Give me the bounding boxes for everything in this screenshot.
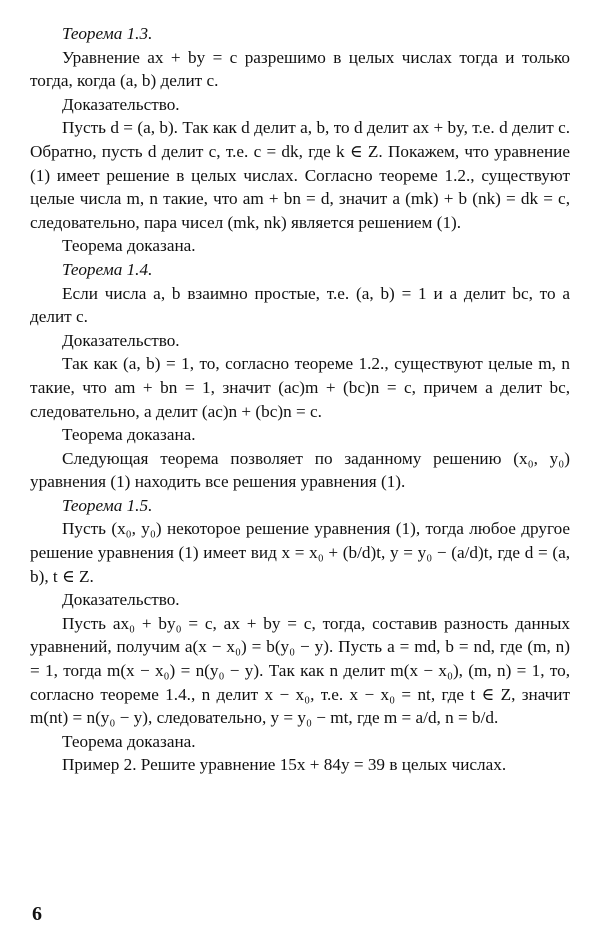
proof-heading-2: Доказательство. xyxy=(62,330,180,350)
theorem-proved-1: Теорема доказана. xyxy=(62,236,196,256)
proof-heading-3: Доказательство. xyxy=(62,590,180,610)
page-text xyxy=(30,22,570,777)
transition-paragraph: Следующая теорема позволяет по заданному решению (x₀, y₀) уравнения (1) находить все решения уравнения (1). xyxy=(30,448,570,492)
theorem-1-5-statement: Пусть (x₀, y₀) некоторое решение уравнения (1), тогда любое другое решение уравнения (1) имеет вид x = x₀ + (b/d)t, y = y₀ − (a/d)t, где d = (a, b), t ∈ Z. xyxy=(30,519,570,586)
proof-heading-1: Доказательство. xyxy=(62,94,180,114)
theorem-1-4-heading: Теорема 1.4. xyxy=(62,259,153,279)
theorem-proved-2: Теорема доказана. xyxy=(62,425,196,445)
page-number: 6 xyxy=(32,903,42,925)
example-2: Пример 2. Решите уравнение 15x + 84y = 39 в целых числах. xyxy=(62,755,507,775)
proof-1-5-body: Пусть ax₀ + by₀ = c, ax + by = c, тогда, составив разность данных уравнений, получим a(x − x₀) = b(y₀ − y). Пусть a = md, b = nd, где (m, n) = 1, тогда m(x − x₀) = n(y₀ − y). Так как n делит m(x − x₀), (m, n) = 1, то, согласно теореме 1.4., n делит x − x₀, т.е. x − x₀ = nt, где t ∈ Z, значит m(nt) = n(y₀ − y), следовательно, y = y₀ − mt, где m = a/d, n = b/d. xyxy=(30,613,570,728)
theorem-1-3-heading: Теорема 1.3. xyxy=(62,24,153,43)
theorem-1-5-heading: Теорема 1.5. xyxy=(62,495,153,515)
theorem-1-3-statement: Уравнение ax + by = c разрешимо в целых числах тогда и только тогда, когда (a, b) делит c. xyxy=(30,47,570,91)
proof-1-3-body: Пусть d = (a, b). Так как d делит a, b, то d делит ax + by, т.е. d делит c. Обратно, пусть d делит c, т.е. c = dk, где k ∈ Z. Покажем, что уравнение (1) имеет решение в целых числах. Согласно теореме 1.2., существуют целые числа m, n такие, что am + bn = d, значит a (mk) + b (nk) = dk = c, следовательно, пара чисел (mk, nk) является решением (1). xyxy=(30,118,570,232)
theorem-proved-3: Теорема доказана. xyxy=(62,731,196,751)
theorem-1-4-statement: Если числа a, b взаимно простые, т.е. (a, b) = 1 и a делит bc, то a делит c. xyxy=(30,283,570,327)
proof-1-4-body: Так как (a, b) = 1, то, согласно теореме 1.2., существуют целые m, n такие, что am + bn = 1, значит (ac)m + (bc)n = c, причем a делит bc, следовательно, a делит (ac)n + (bc)n = c. xyxy=(30,354,570,421)
